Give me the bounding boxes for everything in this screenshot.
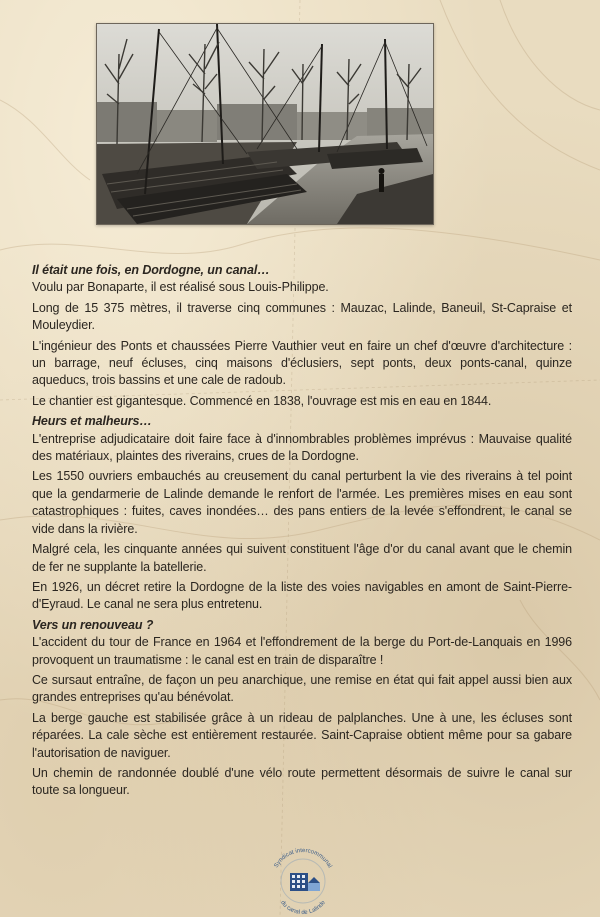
paragraph: L'accident du tour de France en 1964 et l'effondrement de la berge du Port-de-Lanquais en 1996 provoquent un traumatisme : le canal est en train de disparaître ! bbox=[32, 635, 572, 667]
logo-text-bottom: du canal de Lalinde bbox=[279, 899, 327, 915]
section-heading-history: Il était une fois, en Dordogne, un canal… bbox=[32, 263, 270, 277]
paragraph: La berge gauche est stabilisée grâce à un rideau de palplanches. Une à une, les écluses sont réparées. La cale sèche est entièrement restaurée. Saint-Capraise obtient même pour sa gabare l'autorisation de naviguer. bbox=[32, 710, 572, 760]
paragraph: En 1926, un décret retire la Dordogne de la liste des voies navigables en amont de Saint-Pierre-d'Eyraud. Le canal ne sera plus entretenu. bbox=[32, 579, 572, 612]
syndicate-logo bbox=[266, 843, 340, 915]
logo-text-top: Syndicat intercommunal bbox=[273, 847, 333, 870]
lock-building-icon bbox=[290, 873, 320, 891]
paragraph: Ce sursaut entraîne, de façon un peu anarchique, une remise en état qui fait appel aussi bien aux grandes entreprises qu'au bénévolat. bbox=[32, 672, 572, 705]
paragraph: L'entreprise adjudicataire doit faire face à d'innombrables problèmes imprévus : Mauvaise qualité des matériaux, plaintes des riverains, crues de la Dordogne. bbox=[32, 431, 572, 464]
paragraph: L'ingénieur des Ponts et chaussées Pierre Vauthier veut en faire un chef d'œuvre d'architecture : un barrage, neuf écluses, cinq maisons d'éclusiers, sept ponts, deux ponts-canal, quinze aqueducs, trois bassins et une cale de radoub. bbox=[32, 338, 572, 388]
paragraph: Long de 15 375 mètres, il traverse cinq communes : Mauzac, Lalinde, Baneuil, St-Capraise et Mouleydier. bbox=[32, 300, 572, 333]
paragraph: Un chemin de randonnée doublé d'une vélo route permettent désormais de suivre le canal sur toute sa longueur. bbox=[32, 765, 572, 798]
canal-photo bbox=[96, 23, 434, 225]
article-body bbox=[32, 262, 572, 803]
paragraph: Les 1550 ouvriers embauchés au creusement du canal perturbent la vie des riverains à tel point que la gendarmerie de Lalinde demande le renfort de l'armée. Les premières mises en eau sont catastrophiques : fuites, caves inondées… des pans entiers de la levée s'effondrent, le canal se vide dans la rivière. bbox=[32, 469, 572, 536]
section-heading-renewal: Vers un renouveau ? bbox=[32, 617, 154, 632]
paragraph: Malgré cela, les cinquante années qui suivent constituent l'âge d'or du canal avant que le chemin de fer ne supplante la batellerie. bbox=[32, 542, 572, 574]
paragraph: Voulu par Bonaparte, il est réalisé sous Louis-Philippe. bbox=[32, 280, 329, 295]
section-heading-fortunes: Heurs et malheurs… bbox=[32, 414, 152, 429]
paragraph: Le chantier est gigantesque. Commencé en 1838, l'ouvrage est mis en eau en 1844. bbox=[32, 393, 492, 408]
